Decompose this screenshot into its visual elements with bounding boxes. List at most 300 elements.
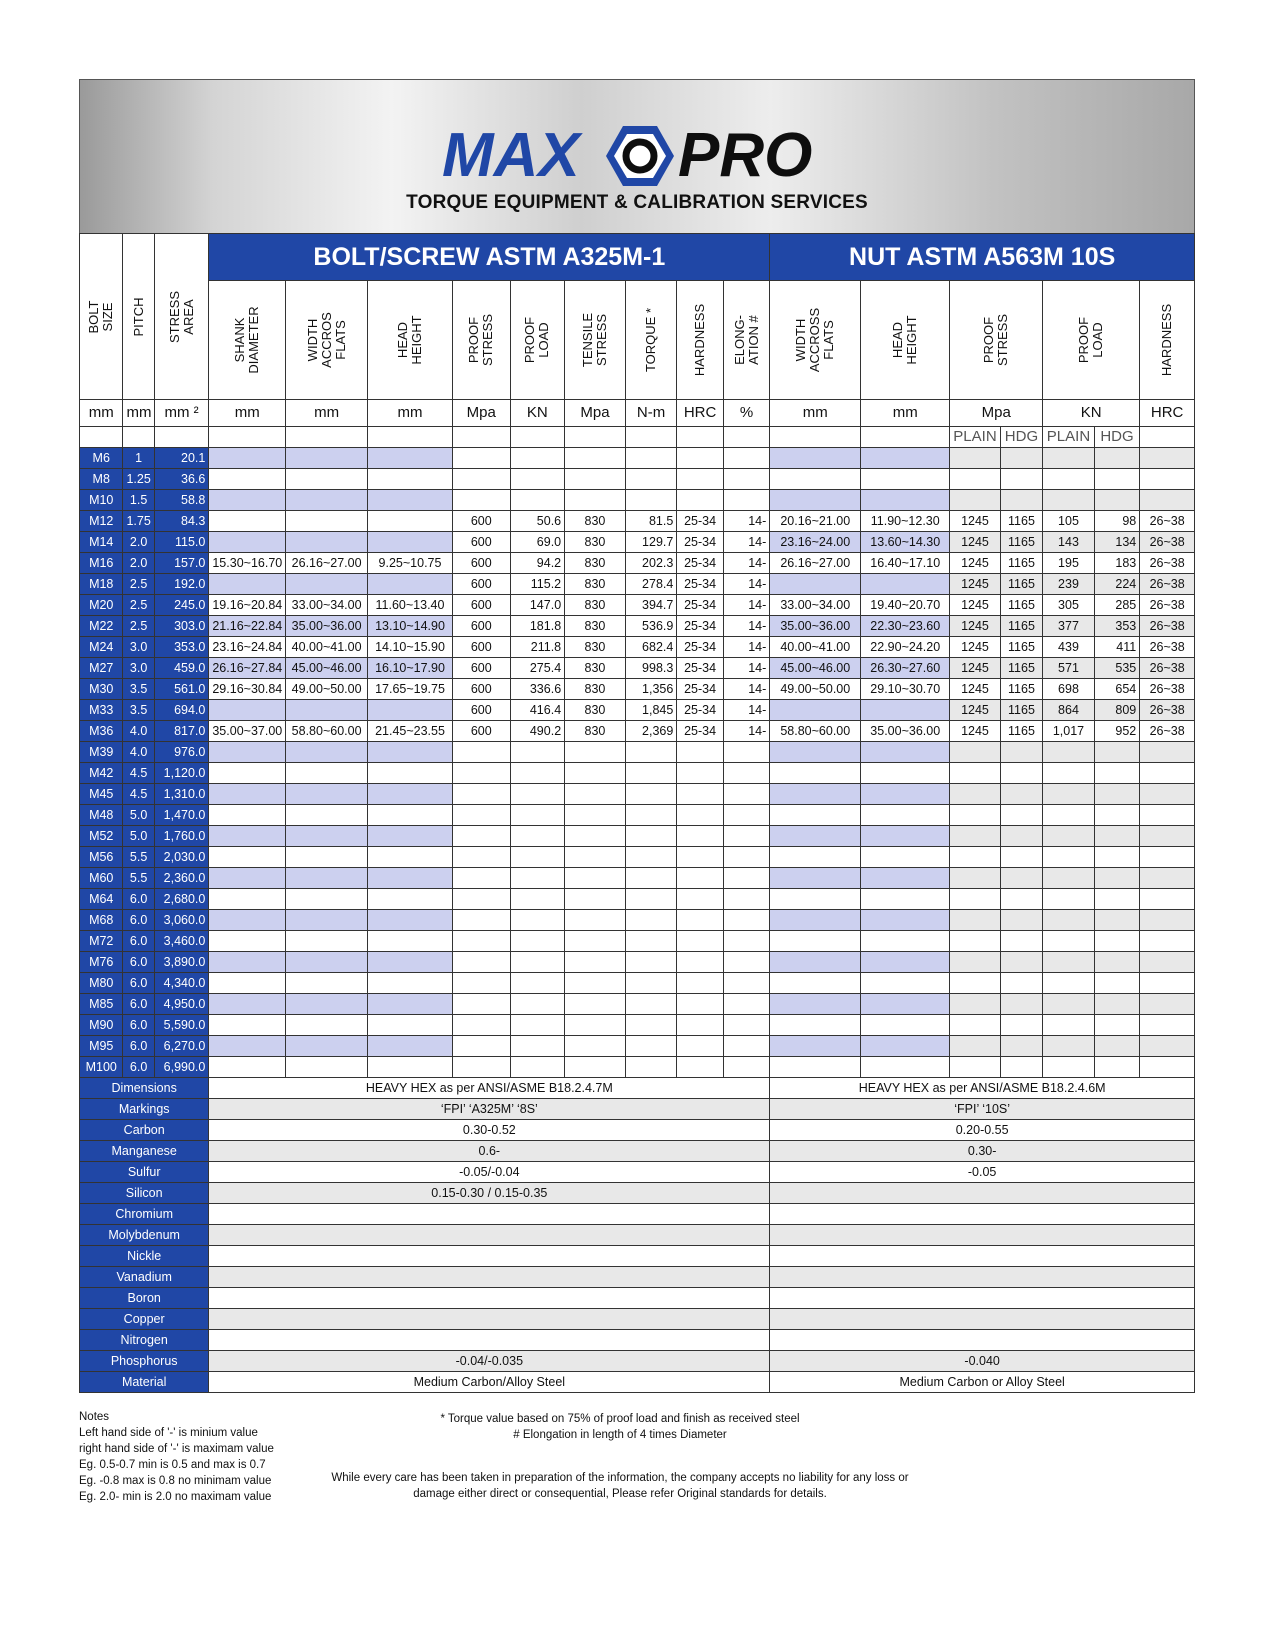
data-cell xyxy=(677,490,723,511)
data-cell xyxy=(861,889,950,910)
data-cell xyxy=(625,1057,677,1078)
bolt-size-cell: M95 xyxy=(80,1036,123,1057)
data-cell xyxy=(723,994,769,1015)
data-cell: 830 xyxy=(565,679,626,700)
nut-property-value: 0.20-0.55 xyxy=(770,1120,1195,1141)
data-cell xyxy=(565,994,626,1015)
data-cell xyxy=(510,931,565,952)
data-cell xyxy=(510,490,565,511)
data-cell: 195 xyxy=(1043,553,1095,574)
data-cell xyxy=(286,742,368,763)
data-cell xyxy=(368,490,453,511)
data-cell xyxy=(1043,994,1095,1015)
data-cell: 1165 xyxy=(1000,532,1042,553)
data-cell: 9.25~10.75 xyxy=(368,553,453,574)
data-cell xyxy=(510,826,565,847)
data-cell xyxy=(723,1015,769,1036)
data-cell xyxy=(723,973,769,994)
data-cell xyxy=(510,784,565,805)
data-cell xyxy=(368,511,453,532)
data-cell: 84.3 xyxy=(154,511,209,532)
property-row xyxy=(80,1246,1195,1267)
data-cell: 35.00~36.00 xyxy=(861,721,950,742)
torque-footnote: * Torque value based on 75% of proof load and finish as received steel xyxy=(440,1413,800,1425)
data-cell: 26~38 xyxy=(1140,658,1195,679)
bolt-size-cell: M90 xyxy=(80,1015,123,1036)
unit-cell: Mpa xyxy=(950,400,1043,427)
data-cell: 1245 xyxy=(950,679,1001,700)
data-cell: 33.00~34.00 xyxy=(286,595,368,616)
data-cell xyxy=(625,1015,677,1036)
table-row xyxy=(80,1036,1195,1057)
data-cell: 1,120.0 xyxy=(154,763,209,784)
data-cell: 275.4 xyxy=(510,658,565,679)
data-cell xyxy=(1043,805,1095,826)
property-label: Vanadium xyxy=(80,1267,209,1288)
data-cell: 1165 xyxy=(1000,574,1042,595)
data-cell xyxy=(565,784,626,805)
data-cell: 1,310.0 xyxy=(154,784,209,805)
data-cell xyxy=(861,574,950,595)
bolt-size-cell: M33 xyxy=(80,700,123,721)
data-cell xyxy=(723,889,769,910)
data-cell xyxy=(1000,931,1042,952)
data-cell xyxy=(770,1015,861,1036)
unit-cell: HRC xyxy=(1140,400,1195,427)
data-cell xyxy=(723,1036,769,1057)
data-cell xyxy=(1000,805,1042,826)
unit-cell: HRC xyxy=(677,400,723,427)
table-row xyxy=(80,826,1195,847)
unit-cell: mm xyxy=(770,400,861,427)
tagline: TORQUE EQUIPMENT & CALIBRATION SERVICES xyxy=(406,192,868,213)
data-cell: 1165 xyxy=(1000,511,1042,532)
data-cell: 2,369 xyxy=(625,721,677,742)
data-cell: 183 xyxy=(1094,553,1139,574)
data-cell xyxy=(286,826,368,847)
data-cell xyxy=(452,469,510,490)
data-cell xyxy=(209,532,286,553)
data-cell xyxy=(286,1015,368,1036)
data-cell: 6.0 xyxy=(123,952,154,973)
data-cell: 20.16~21.00 xyxy=(770,511,861,532)
data-cell xyxy=(677,742,723,763)
data-cell xyxy=(1043,1036,1095,1057)
data-cell: 1165 xyxy=(1000,616,1042,637)
data-cell xyxy=(510,868,565,889)
col-header xyxy=(677,281,723,400)
data-cell xyxy=(368,469,453,490)
data-cell xyxy=(625,952,677,973)
blank-cell xyxy=(209,427,286,448)
data-cell: 14- xyxy=(723,511,769,532)
data-cell: 2.5 xyxy=(123,595,154,616)
data-cell xyxy=(286,868,368,889)
bolt-size-cell: M48 xyxy=(80,805,123,826)
data-cell xyxy=(950,826,1001,847)
data-cell xyxy=(565,805,626,826)
data-cell: 157.0 xyxy=(154,553,209,574)
data-cell xyxy=(452,763,510,784)
data-cell xyxy=(625,826,677,847)
bolt-size-cell: M8 xyxy=(80,469,123,490)
data-cell xyxy=(1000,910,1042,931)
data-cell xyxy=(677,889,723,910)
data-cell xyxy=(1140,889,1195,910)
data-cell: 1.25 xyxy=(123,469,154,490)
bolt-size-cell: M24 xyxy=(80,637,123,658)
data-cell xyxy=(565,826,626,847)
data-cell xyxy=(1140,952,1195,973)
data-cell: 1245 xyxy=(950,658,1001,679)
data-cell xyxy=(209,784,286,805)
data-cell xyxy=(1140,784,1195,805)
blank-cell xyxy=(80,427,123,448)
data-cell xyxy=(368,448,453,469)
unit-cell: mm xyxy=(286,400,368,427)
data-cell xyxy=(452,742,510,763)
data-cell xyxy=(1140,448,1195,469)
data-cell: 6.0 xyxy=(123,931,154,952)
data-cell xyxy=(452,994,510,1015)
table-row xyxy=(80,931,1195,952)
unit-row xyxy=(80,400,1195,427)
property-label: Nitrogen xyxy=(80,1330,209,1351)
data-cell: 22.90~24.20 xyxy=(861,637,950,658)
col-header-label: WIDTH ACCROSS FLATS xyxy=(793,307,837,373)
data-cell: 698 xyxy=(1043,679,1095,700)
data-cell xyxy=(861,847,950,868)
data-cell: 25-34 xyxy=(677,595,723,616)
data-cell xyxy=(1043,973,1095,994)
data-cell: 16.40~17.10 xyxy=(861,553,950,574)
table-row xyxy=(80,532,1195,553)
col-header-label: PITCH xyxy=(130,297,146,336)
col-header-label: HARDNESS xyxy=(692,303,708,377)
data-cell xyxy=(565,1057,626,1078)
data-cell xyxy=(368,952,453,973)
bolt-size-cell: M12 xyxy=(80,511,123,532)
data-cell xyxy=(1094,784,1139,805)
data-cell xyxy=(677,469,723,490)
data-cell xyxy=(1094,973,1139,994)
data-cell: 202.3 xyxy=(625,553,677,574)
data-cell: 98 xyxy=(1094,511,1139,532)
unit-cell: N-m xyxy=(625,400,677,427)
data-cell xyxy=(368,1036,453,1057)
data-cell: 1,470.0 xyxy=(154,805,209,826)
data-cell xyxy=(770,805,861,826)
bolt-property-value: Medium Carbon/Alloy Steel xyxy=(209,1372,770,1393)
col-header-label: PROOF STRESS xyxy=(981,314,1011,367)
data-cell xyxy=(723,805,769,826)
data-cell: 19.40~20.70 xyxy=(861,595,950,616)
data-cell: 26~38 xyxy=(1140,637,1195,658)
data-cell xyxy=(1043,448,1095,469)
nut-property-value xyxy=(770,1330,1195,1351)
data-cell xyxy=(950,784,1001,805)
data-cell: 25-34 xyxy=(677,637,723,658)
property-row xyxy=(80,1372,1195,1393)
bolt-size-cell: M60 xyxy=(80,868,123,889)
bolt-property-value: -0.05/-0.04 xyxy=(209,1162,770,1183)
data-cell: 3.0 xyxy=(123,658,154,679)
data-cell xyxy=(368,742,453,763)
data-cell: 4.5 xyxy=(123,784,154,805)
col-header-label: HEAD HEIGHT xyxy=(395,315,424,365)
data-cell xyxy=(565,889,626,910)
data-cell: 490.2 xyxy=(510,721,565,742)
property-label: Material xyxy=(80,1372,209,1393)
data-cell xyxy=(368,826,453,847)
data-cell xyxy=(677,1057,723,1078)
property-row xyxy=(80,1225,1195,1246)
data-cell xyxy=(368,1057,453,1078)
data-cell: 49.00~50.00 xyxy=(770,679,861,700)
data-cell xyxy=(368,889,453,910)
hex-nut-icon xyxy=(606,126,674,186)
col-header xyxy=(625,281,677,400)
data-cell xyxy=(1140,805,1195,826)
data-cell: 1165 xyxy=(1000,637,1042,658)
unit-cell: mm xyxy=(80,400,123,427)
data-cell: 33.00~34.00 xyxy=(770,595,861,616)
table-row xyxy=(80,448,1195,469)
data-cell xyxy=(209,889,286,910)
bolt-property-value xyxy=(209,1204,770,1225)
blank-cell xyxy=(861,427,950,448)
table-row xyxy=(80,889,1195,910)
data-cell: 285 xyxy=(1094,595,1139,616)
col-header xyxy=(368,281,453,400)
blank-cell xyxy=(286,427,368,448)
data-cell xyxy=(1043,490,1095,511)
unit-cell: mm xyxy=(861,400,950,427)
data-cell: 25-34 xyxy=(677,511,723,532)
data-cell: 3.5 xyxy=(123,679,154,700)
data-cell: 143 xyxy=(1043,532,1095,553)
col-header-label: TENSILE STRESS xyxy=(579,312,609,368)
data-cell xyxy=(452,847,510,868)
data-cell xyxy=(286,784,368,805)
bolt-size-cell: M16 xyxy=(80,553,123,574)
data-cell xyxy=(770,826,861,847)
property-label: Molybdenum xyxy=(80,1225,209,1246)
data-cell: 2,680.0 xyxy=(154,889,209,910)
data-cell: 1.5 xyxy=(123,490,154,511)
col-header xyxy=(510,281,565,400)
data-cell xyxy=(950,1036,1001,1057)
table-row xyxy=(80,994,1195,1015)
data-cell xyxy=(1043,763,1095,784)
data-cell: 571 xyxy=(1043,658,1095,679)
data-cell xyxy=(368,763,453,784)
col-header xyxy=(950,281,1043,400)
data-cell: 5.0 xyxy=(123,805,154,826)
data-cell xyxy=(286,973,368,994)
data-cell xyxy=(510,994,565,1015)
data-cell: 998.3 xyxy=(625,658,677,679)
data-cell xyxy=(1000,742,1042,763)
data-cell xyxy=(1094,763,1139,784)
data-cell xyxy=(1140,1036,1195,1057)
data-cell: 26.30~27.60 xyxy=(861,658,950,679)
bolt-size-cell: M56 xyxy=(80,847,123,868)
data-cell xyxy=(770,784,861,805)
data-cell xyxy=(677,994,723,1015)
data-cell xyxy=(861,1036,950,1057)
data-cell xyxy=(625,994,677,1015)
data-cell: 459.0 xyxy=(154,658,209,679)
bolt-section-title: BOLT/SCREW ASTM A325M-1 xyxy=(209,234,770,281)
data-cell: 830 xyxy=(565,700,626,721)
data-cell: 2,030.0 xyxy=(154,847,209,868)
disclaimer-line: damage either direct or consequential, Please refer Original standards for details. xyxy=(413,1488,827,1500)
data-cell: 830 xyxy=(565,511,626,532)
data-cell xyxy=(510,742,565,763)
data-cell: 26~38 xyxy=(1140,532,1195,553)
data-cell xyxy=(1094,868,1139,889)
data-cell xyxy=(368,784,453,805)
unit-cell: mm xyxy=(123,400,154,427)
unit-cell: mm xyxy=(368,400,453,427)
data-cell: 20.1 xyxy=(154,448,209,469)
data-cell xyxy=(510,952,565,973)
table-row xyxy=(80,553,1195,574)
data-cell xyxy=(950,1057,1001,1078)
data-cell xyxy=(565,952,626,973)
data-cell: 830 xyxy=(565,637,626,658)
data-cell xyxy=(677,1015,723,1036)
finish-label: PLAIN xyxy=(950,427,1001,448)
data-cell xyxy=(1140,868,1195,889)
data-cell xyxy=(452,784,510,805)
data-cell: 14- xyxy=(723,700,769,721)
data-cell xyxy=(1140,931,1195,952)
data-cell: 40.00~41.00 xyxy=(286,637,368,658)
data-cell: 4.5 xyxy=(123,763,154,784)
data-cell: 45.00~46.00 xyxy=(770,658,861,679)
property-row xyxy=(80,1162,1195,1183)
data-cell: 1,017 xyxy=(1043,721,1095,742)
data-cell: 29.16~30.84 xyxy=(209,679,286,700)
data-cell: 14- xyxy=(723,532,769,553)
data-cell xyxy=(209,448,286,469)
property-label: Markings xyxy=(80,1099,209,1120)
property-label: Sulfur xyxy=(80,1162,209,1183)
data-cell: 26~38 xyxy=(1140,679,1195,700)
data-cell: 439 xyxy=(1043,637,1095,658)
data-cell xyxy=(625,490,677,511)
data-cell xyxy=(1140,994,1195,1015)
note-line: Eg. -0.8 max is 0.8 no minimam value xyxy=(79,1475,272,1487)
table-row xyxy=(80,616,1195,637)
data-cell: 14- xyxy=(723,553,769,574)
notes-block xyxy=(79,1409,274,1505)
data-cell xyxy=(565,1015,626,1036)
blank-cell xyxy=(123,427,154,448)
data-cell xyxy=(861,994,950,1015)
data-cell: 23.16~24.84 xyxy=(209,637,286,658)
data-cell xyxy=(368,574,453,595)
data-cell: 5.0 xyxy=(123,826,154,847)
nut-property-value: Medium Carbon or Alloy Steel xyxy=(770,1372,1195,1393)
data-cell xyxy=(950,910,1001,931)
data-cell xyxy=(286,763,368,784)
bolt-size-cell: M80 xyxy=(80,973,123,994)
data-cell: 377 xyxy=(1043,616,1095,637)
property-row xyxy=(80,1204,1195,1225)
data-cell: 952 xyxy=(1094,721,1139,742)
data-cell: 5.5 xyxy=(123,847,154,868)
data-cell: 1245 xyxy=(950,721,1001,742)
bolt-property-value xyxy=(209,1267,770,1288)
data-cell xyxy=(1094,994,1139,1015)
data-cell xyxy=(368,805,453,826)
data-cell: 26~38 xyxy=(1140,595,1195,616)
data-cell xyxy=(368,847,453,868)
data-cell xyxy=(209,868,286,889)
data-cell xyxy=(1043,910,1095,931)
data-cell xyxy=(723,490,769,511)
data-cell: 1245 xyxy=(950,616,1001,637)
data-cell xyxy=(1000,490,1042,511)
bolt-size-cell: M18 xyxy=(80,574,123,595)
property-label: Chromium xyxy=(80,1204,209,1225)
data-cell xyxy=(209,1015,286,1036)
table-row xyxy=(80,742,1195,763)
col-header-label: PROOF LOAD xyxy=(1076,316,1106,364)
data-cell: 830 xyxy=(565,616,626,637)
data-cell xyxy=(861,826,950,847)
data-cell: 3.0 xyxy=(123,637,154,658)
col-header-label: STRESS AREA xyxy=(166,290,196,343)
bolt-size-cell: M64 xyxy=(80,889,123,910)
data-cell: 2.0 xyxy=(123,553,154,574)
data-cell xyxy=(565,868,626,889)
property-label: Dimensions xyxy=(80,1078,209,1099)
data-cell xyxy=(286,448,368,469)
data-cell: 50.6 xyxy=(510,511,565,532)
data-cell: 58.80~60.00 xyxy=(286,721,368,742)
property-row xyxy=(80,1309,1195,1330)
data-cell xyxy=(723,868,769,889)
data-cell: 6,270.0 xyxy=(154,1036,209,1057)
data-cell: 181.8 xyxy=(510,616,565,637)
data-cell xyxy=(723,826,769,847)
bolt-size-cell: M68 xyxy=(80,910,123,931)
data-cell xyxy=(770,952,861,973)
brand-banner xyxy=(79,79,1195,233)
data-cell xyxy=(723,847,769,868)
data-cell xyxy=(1094,931,1139,952)
data-cell: 15.30~16.70 xyxy=(209,553,286,574)
bolt-size-cell: M45 xyxy=(80,784,123,805)
data-cell: 1165 xyxy=(1000,658,1042,679)
bolt-property-value: 0.15-0.30 / 0.15-0.35 xyxy=(209,1183,770,1204)
data-cell xyxy=(565,448,626,469)
data-cell xyxy=(452,889,510,910)
data-cell: 1165 xyxy=(1000,595,1042,616)
note-line: right hand side of '-' is maximam value xyxy=(79,1443,274,1455)
data-cell: 1165 xyxy=(1000,553,1042,574)
data-cell: 1165 xyxy=(1000,721,1042,742)
table-row xyxy=(80,1015,1195,1036)
col-header xyxy=(1043,281,1140,400)
data-cell: 4,340.0 xyxy=(154,973,209,994)
data-cell xyxy=(286,511,368,532)
data-cell xyxy=(1140,847,1195,868)
